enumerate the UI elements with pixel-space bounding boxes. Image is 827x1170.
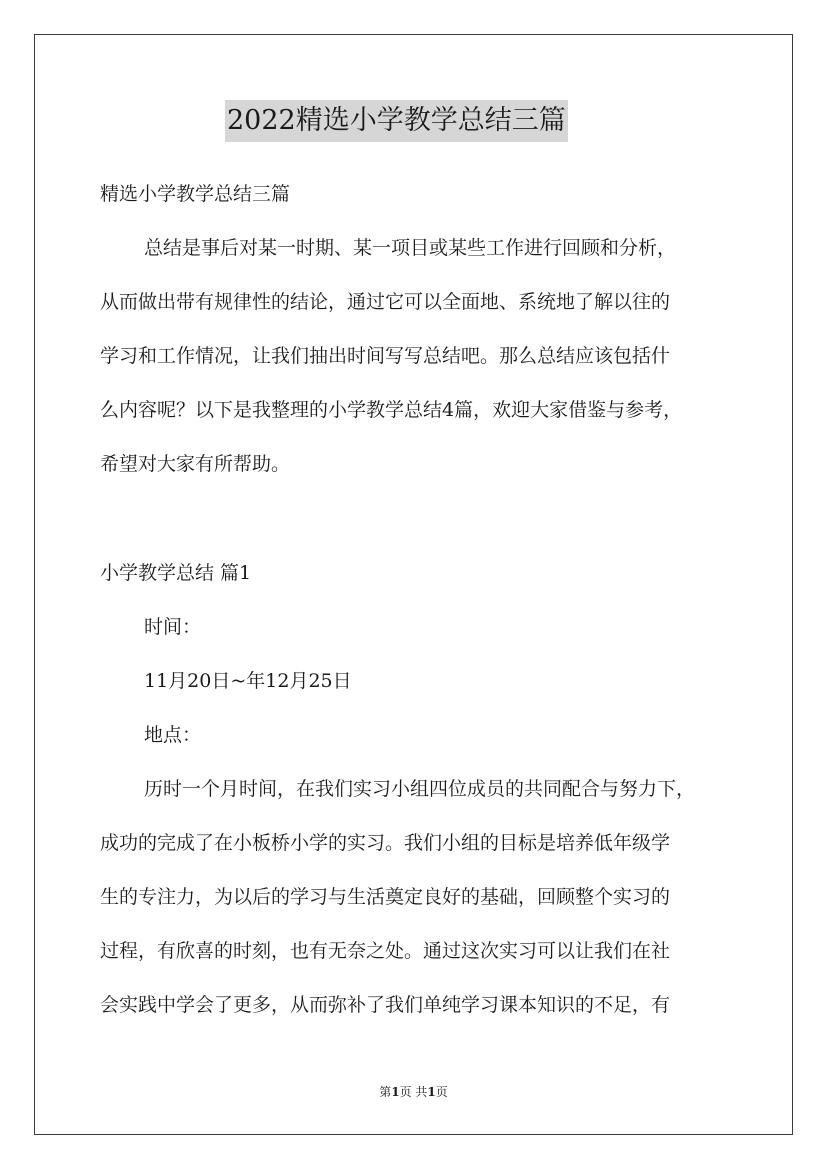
time-label: 时间： <box>144 616 202 638</box>
intro-line: 希望对大家有所帮助。 <box>100 453 291 475</box>
intro-line: 总结是事后对某一时期、某一项目或某些工作进行回顾和分析， <box>144 237 677 259</box>
intro-line: 学习和工作情况，让我们抽出时间写写总结吧。那么总结应该包括什 <box>100 345 671 367</box>
page-total: 1 <box>427 1085 436 1099</box>
document-title: 2022精选小学教学总结三篇 <box>225 100 568 142</box>
page-number-footer <box>0 1084 827 1100</box>
intro-line: 么内容呢？以下是我整理的小学教学总结4篇，欢迎大家借鉴与参考， <box>100 399 683 421</box>
body-line: 过程，有欣喜的时刻，也有无奈之处。通过这次实习可以让我们在社 <box>100 940 671 962</box>
page-mid: 页 共 <box>399 1085 428 1099</box>
document-subtitle: 精选小学教学总结三篇 <box>100 183 291 205</box>
place-label: 地点： <box>144 724 202 746</box>
body-line: 会实践中学会了更多，从而弥补了我们单纯学习课本知识的不足，有 <box>100 994 671 1016</box>
section-heading: 小学教学总结 篇1 <box>100 562 252 584</box>
page-suffix: 页 <box>435 1085 448 1099</box>
time-value: 11月20日~年12月25日 <box>144 670 352 692</box>
body-line: 生的专注力，为以后的学习与生活奠定良好的基础，回顾整个实习的 <box>100 886 671 908</box>
body-line: 成功的完成了在小板桥小学的实习。我们小组的目标是培养低年级学 <box>100 832 671 854</box>
page-current: 1 <box>391 1085 400 1099</box>
intro-line: 从而做出带有规律性的结论，通过它可以全面地、系统地了解以往的 <box>100 291 671 313</box>
page-prefix: 第 <box>379 1085 392 1099</box>
body-line: 历时一个月时间，在我们实习小组四位成员的共同配合与努力下， <box>144 778 696 800</box>
